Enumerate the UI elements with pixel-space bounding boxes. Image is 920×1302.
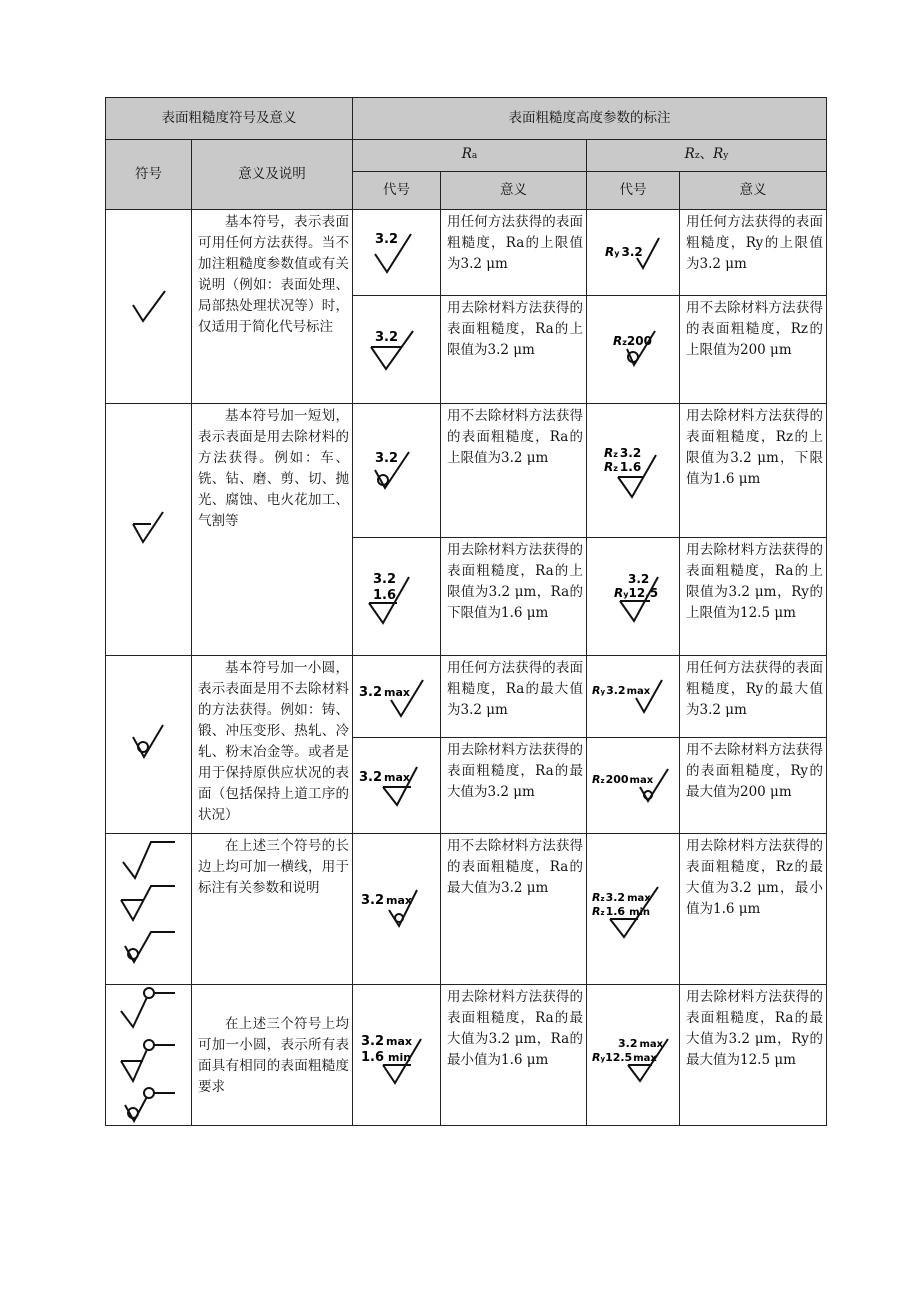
svg-text:3.2max: 3.2 max bbox=[618, 1037, 664, 1050]
symbol-basic bbox=[106, 210, 192, 404]
ra-text-6: 用去除材料方法获得的表面粗糙度，Ra的最大值为3.2 μm bbox=[441, 738, 587, 834]
code-r-2 bbox=[587, 296, 680, 404]
svg-text:Ry3.2: Ry 3.2 bbox=[605, 244, 643, 259]
header-ra-code: 代号 bbox=[353, 172, 441, 210]
ra-text-5: 用任何方法获得的表面粗糙度，Ra的最大值为3.2 μm bbox=[441, 656, 587, 738]
svg-text:3.2: 3.2 bbox=[372, 571, 396, 587]
code-r-8 bbox=[587, 985, 680, 1126]
r-text-2: 用不去除材料方法获得的表面粗糙度，Rz的上限值为200 μm bbox=[680, 296, 827, 404]
svg-text:3.2max: 3.2 max bbox=[358, 769, 410, 785]
header-rz-ry: Rz、Ry bbox=[587, 140, 827, 172]
symbol-horizontal-line bbox=[106, 834, 192, 985]
code-r-4 bbox=[587, 538, 680, 656]
rz-32-16-max-min-removal-icon bbox=[588, 879, 678, 939]
roughness-table-sheet bbox=[105, 97, 827, 1126]
removal-triangle-icon bbox=[129, 510, 169, 550]
svg-text:Ry3.2max: Ry3.2max bbox=[592, 683, 651, 697]
code-ra-6 bbox=[353, 738, 441, 834]
ra-32-max-any-icon bbox=[355, 672, 439, 722]
r-text-6: 用不去除材料方法获得的表面粗糙度，Ry的最大值为200 μm bbox=[680, 738, 827, 834]
header-right-title: 表面粗糙度高度参数的标注 bbox=[353, 98, 827, 140]
rz-200-noremoval-icon bbox=[603, 325, 663, 375]
code-ra-5 bbox=[353, 656, 441, 738]
header-rz-meaning: 意义 bbox=[680, 172, 827, 210]
r-text-1: 用任何方法获得的表面粗糙度，Ry的上限值为3.2 μm bbox=[680, 210, 827, 296]
svg-text:Ry12.5: Ry12.5 bbox=[614, 585, 659, 600]
no-removal-circle-icon bbox=[129, 723, 169, 767]
symbol-all-surfaces-text: 在上述三个符号上均可加一小圆，表示所有表面具有相同的表面粗糙度要求 bbox=[192, 985, 353, 1126]
code-r-1 bbox=[587, 210, 680, 296]
code-r-7 bbox=[587, 834, 680, 985]
basic-check-icon bbox=[129, 287, 169, 327]
ra-text-1: 用任何方法获得的表面粗糙度，Ra的上限值为3.2 μm bbox=[441, 210, 587, 296]
svg-text:3.2: 3.2 bbox=[374, 329, 398, 345]
header-left-title: 表面粗糙度符号及意义 bbox=[106, 98, 353, 140]
all-surfaces-circle-icons bbox=[117, 985, 181, 1125]
symbol-noremoval bbox=[106, 656, 192, 834]
r-text-4: 用去除材料方法获得的表面粗糙度，Ra的上限值为3.2 μm，Ry的上限值为12.5 μm bbox=[680, 538, 827, 656]
rz-200-max-noremoval-icon bbox=[588, 761, 678, 811]
svg-text:3.2: 3.2 bbox=[628, 571, 650, 586]
svg-text:Rz1.6: Rz 1.6 bbox=[604, 459, 642, 474]
svg-text:Rz3.2: Rz 3.2 bbox=[604, 445, 642, 460]
symbol-noremoval-text: 基本符号加一小圆，表示表面是用不去除材料的方法获得。例如：铸、锻、冲压变形、热轧、冷轧、粉末冶金等。或者是用于保持原供应状况的表面（包括保持上道工序的状况） bbox=[192, 656, 353, 834]
ry-32-any-icon bbox=[603, 228, 663, 278]
ra-32-16-max-min-removal-icon bbox=[355, 1025, 439, 1085]
header-rz-code: 代号 bbox=[587, 172, 680, 210]
symbol-basic-text: 基本符号，表示表面可用任何方法获得。当不加注粗糙度参数值或有关说明（例如：表面处理、局部热处理状况等）时，仅适用于简化代号标注 bbox=[192, 210, 353, 404]
symbol-removal-text: 基本符号加一短划，表示表面是用去除材料的方法获得。例如：车、铣、钻、磨、剪、切、抛光、腐蚀、电火花加工、气割等 bbox=[192, 404, 353, 656]
code-r-3 bbox=[587, 404, 680, 538]
svg-text:3.2max: 3.2 max bbox=[360, 893, 412, 908]
svg-text:3.2max: 3.2 max bbox=[360, 1034, 412, 1049]
horizontal-line-icons bbox=[117, 834, 181, 984]
svg-text:Rz200: Rz200 bbox=[613, 333, 652, 348]
svg-text:1.6min: 1.6 min bbox=[360, 1050, 411, 1065]
code-ra-2 bbox=[353, 296, 441, 404]
header-ra-meaning: 意义 bbox=[441, 172, 587, 210]
roughness-table bbox=[105, 97, 827, 1126]
code-ra-1 bbox=[353, 210, 441, 296]
svg-text:3.2: 3.2 bbox=[374, 450, 398, 466]
code-r-5 bbox=[587, 656, 680, 738]
symbol-all-surfaces bbox=[106, 985, 192, 1126]
svg-text:Rz3.2max: Rz3.2 max bbox=[592, 891, 651, 904]
ra-32-max-removal-icon bbox=[355, 761, 439, 811]
svg-text:Rz1.6min: Rz1.6 min bbox=[592, 905, 651, 918]
code-ra-3 bbox=[353, 404, 441, 538]
r-text-5: 用任何方法获得的表面粗糙度，Ry的最大值为3.2 μm bbox=[680, 656, 827, 738]
header-ra: Ra bbox=[353, 140, 587, 172]
ra-32-16-removal-icon bbox=[367, 567, 427, 627]
ra-32-ry-125-removal-icon bbox=[598, 567, 668, 627]
ra-32-any-icon bbox=[367, 228, 427, 278]
ra-text-3: 用不去除材料方法获得的表面粗糙度，Ra的上限值为3.2 μm bbox=[441, 404, 587, 538]
r-text-3: 用去除材料方法获得的表面粗糙度，Rz的上限值为3.2 μm，下限值为1.6 μm bbox=[680, 404, 827, 538]
code-ra-8 bbox=[353, 985, 441, 1126]
r-text-8: 用去除材料方法获得的表面粗糙度，Ra的最大值为3.2 μm，Ry的最大值为12.5 μm bbox=[680, 985, 827, 1126]
ra-text-4: 用去除材料方法获得的表面粗糙度，Ra的上限值为3.2 μm，Ra的下限值为1.6 μm bbox=[441, 538, 587, 656]
symbol-horizontal-line-text: 在上述三个符号的长边上均可加一横线，用于标注有关参数和说明 bbox=[192, 834, 353, 985]
rz-32-16-removal-icon bbox=[598, 441, 668, 501]
code-ra-7 bbox=[353, 834, 441, 985]
svg-text:Ry12.5max: Ry12.5max bbox=[592, 1051, 657, 1064]
ra-32-noremoval-icon bbox=[367, 446, 427, 496]
ry-32-max-any-icon bbox=[588, 672, 678, 722]
ra-32-ry-125-max-removal-icon bbox=[588, 1025, 678, 1085]
header-meaning: 意义及说明 bbox=[192, 140, 353, 210]
ra-32-max-noremoval-icon bbox=[355, 884, 439, 934]
ra-text-2: 用去除材料方法获得的表面粗糙度，Ra的上限值为3.2 μm bbox=[441, 296, 587, 404]
ra-text-7: 用不去除材料方法获得的表面粗糙度，Ra的最大值为3.2 μm bbox=[441, 834, 587, 985]
svg-text:3.2: 3.2 bbox=[374, 231, 398, 247]
symbol-removal bbox=[106, 404, 192, 656]
code-ra-4 bbox=[353, 538, 441, 656]
code-r-6 bbox=[587, 738, 680, 834]
svg-text:Rz200max: Rz200max bbox=[592, 772, 654, 786]
svg-text:3.2max: 3.2 max bbox=[358, 684, 410, 700]
ra-text-8: 用去除材料方法获得的表面粗糙度，Ra的最大值为3.2 μm，Ra的最小值为1.6 μm bbox=[441, 985, 587, 1126]
r-text-7: 用去除材料方法获得的表面粗糙度，Rz的最大值为3.2 μm，最小值为1.6 μm bbox=[680, 834, 827, 985]
header-symbol: 符号 bbox=[106, 140, 192, 210]
svg-text:1.6: 1.6 bbox=[372, 587, 396, 603]
ra-32-removal-icon bbox=[367, 325, 427, 375]
